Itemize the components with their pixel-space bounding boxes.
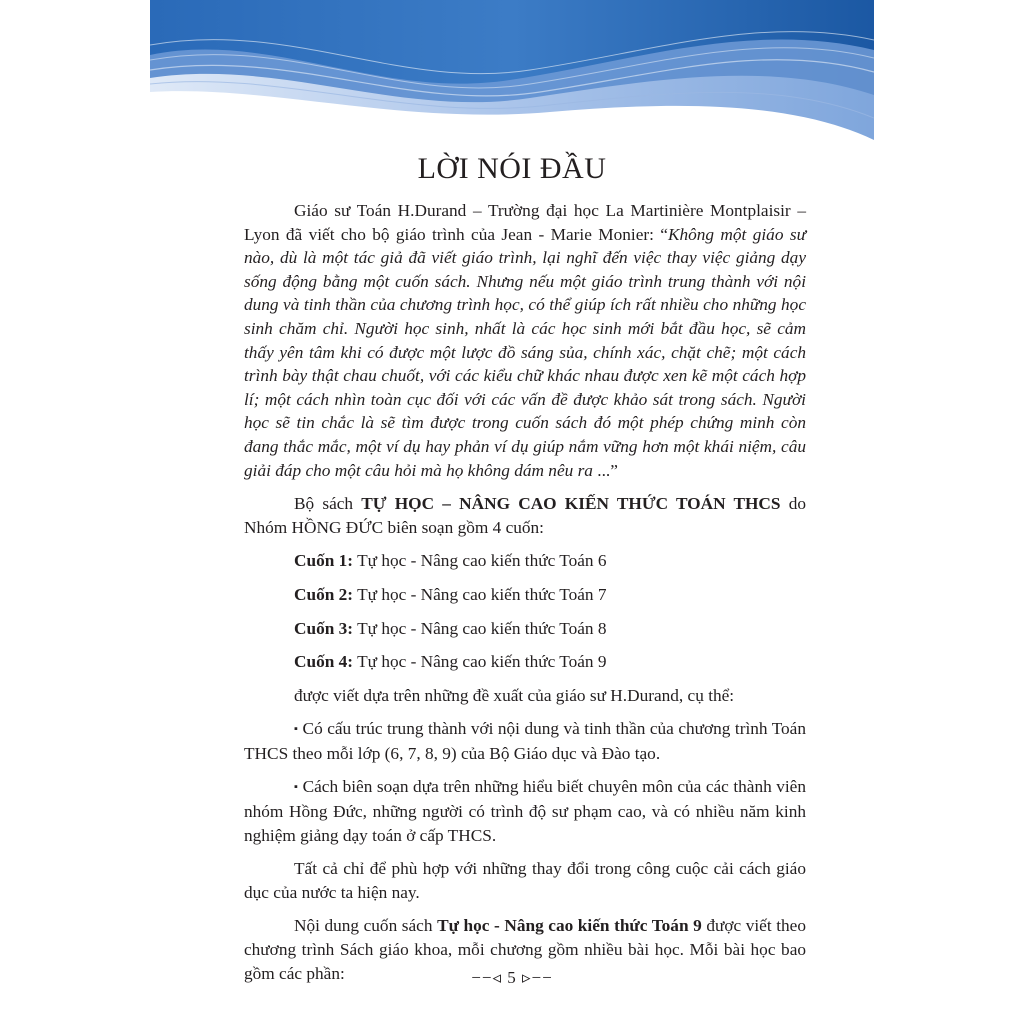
bullet-square-icon: ▪ [294,781,299,794]
book-label: Cuốn 3: [294,618,354,638]
book-title: Tự học - Nâng cao kiến thức Toán 8 [353,618,607,638]
series-name: TỰ HỌC – NÂNG CAO KIẾN THỨC TOÁN THCS [361,494,781,514]
intro-text: Giáo sư Toán H.Durand – Trường đại học La Martinière Montplaisir – Lyon đã viết cho bộ giáo trình của Jean - Marie Monier: “ [244,201,806,244]
book-item [244,617,806,641]
reform-paragraph: Tất cả chỉ để phù hợp với những thay đổi trong công cuộc cải cách giáo dục của nước ta hiện nay. [244,859,806,902]
series-paragraph [244,492,806,539]
book-title: Tự học - Nâng cao kiến thức Toán 7 [353,584,607,604]
contents-suffix: được viết theo chương trình Sách giáo khoa, mỗi chương gồm nhiều bài học. Mỗi bài học bao gồm các phần: [244,916,806,983]
book-item [244,650,806,674]
quote-text: Không một giáo sư nào, dù là một tác giả đã viết giáo trình, lại nghĩ đến việc thay việc giảng dạy sống động bằng một cuốn sách. Nhưng nếu một giáo trình trung thành với nội dung và tinh thần của chương trình học, có thể giúp ích rất nhiều cho những học sinh chăm chỉ. Người học sinh, nhất là các học sinh mới bắt đầu học, sẽ cảm thấy yên tâm khi có được một lược đồ sáng sủa, chính xác, chặt chẽ; một cách trình bày thật chau chuốt, với các kiểu chữ khác nhau được xen kẽ một cách hợp lí; một cách nhìn toàn cục đối với các vấn đề được khảo sát trong sách. Người học sẽ tin chắc là sẽ tìm được trong cuốn sách đó một phép chứng minh còn đang thắc mắc, một ví dụ hay phản ví dụ giúp nắm vững hơn một khái niệm, câu giải đáp cho một câu hỏi mà họ không dám nêu ra [244,224,806,480]
series-prefix: Bộ sách [294,494,362,514]
series-suffix: do Nhóm HỒNG ĐỨC biên soạn gồm 4 cuốn: [244,494,806,537]
lead-in-paragraph: được viết dựa trên những đề xuất của giáo sư H.Durand, cụ thể: [294,685,735,705]
page-title: LỜI NÓI ĐẦU [417,152,607,185]
preface-body [244,199,806,985]
book-label: Cuốn 1: [294,551,354,571]
book-page [150,0,874,1024]
book-item [244,549,806,573]
book-title: Tự học - Nâng cao kiến thức Toán 6 [353,551,607,571]
contents-prefix: Nội dung cuốn sách [294,916,438,936]
page-number: −−◃ 5 ▹−− [471,968,553,987]
book-label: Cuốn 2: [294,584,354,604]
book-label: Cuốn 4: [294,652,354,672]
contents-book-name: Tự học - Nâng cao kiến thức Toán 9 [437,916,702,936]
decorative-wave-banner [150,0,874,145]
bullet-item [244,717,806,765]
bullet-text: Cách biên soạn dựa trên những hiểu biết chuyên môn của các thành viên nhóm Hồng Đức, những người có trình độ sư phạm cao, và có nhiều năm kinh nghiệm giảng dạy toán ở cấp THCS. [244,777,806,845]
bullet-item [244,775,806,847]
wave-graphic [150,0,874,145]
bullet-square-icon: ▪ [294,723,299,736]
bullet-text: Có cấu trúc trung thành với nội dung và tinh thần của chương trình Toán THCS theo mỗi lớp (6, 7, 8, 9) của Bộ Giáo dục và Đào tạo. [244,719,806,763]
book-title: Tự học - Nâng cao kiến thức Toán 9 [353,652,607,672]
quote-closing: ...” [592,460,618,480]
intro-paragraph [244,199,806,482]
book-item [244,583,806,607]
